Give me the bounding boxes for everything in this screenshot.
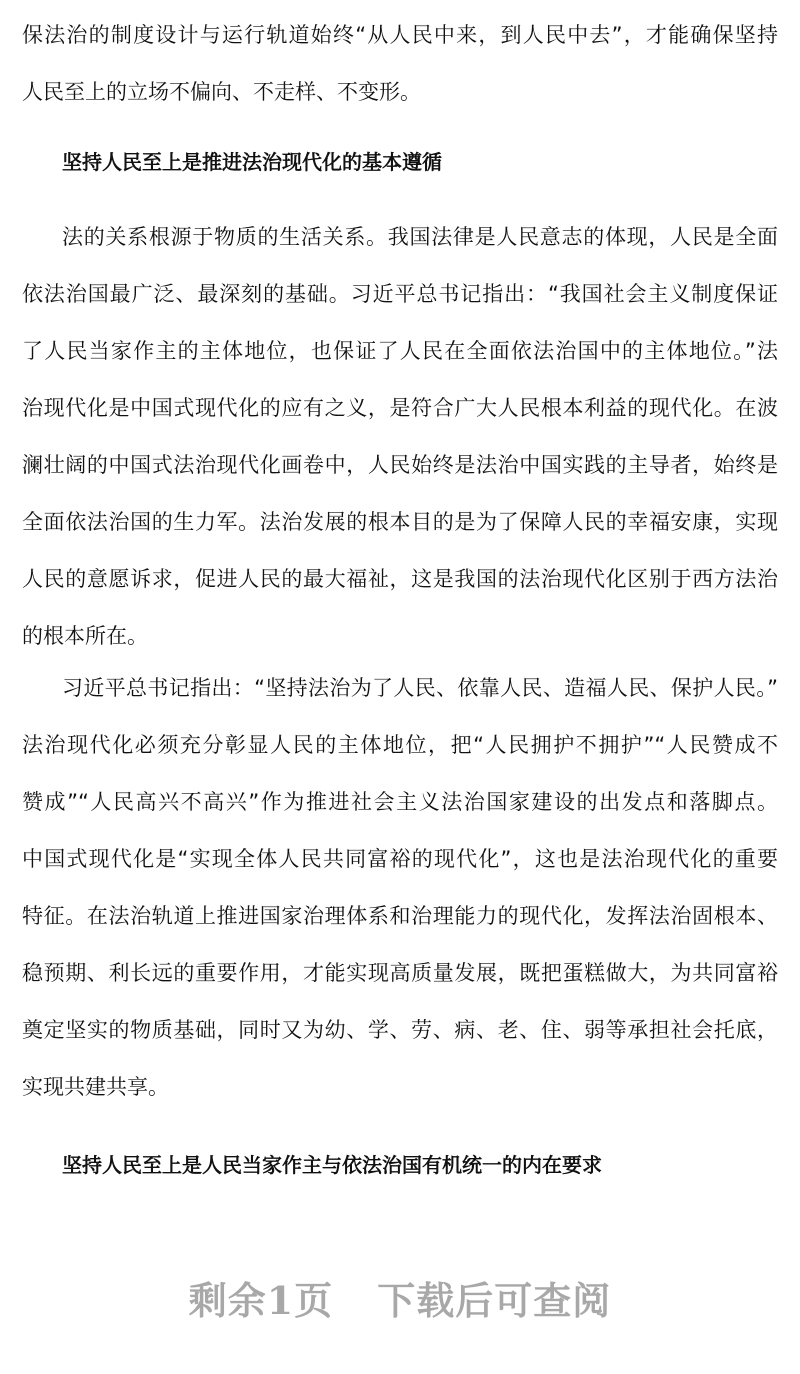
text-line: 中国式现代化是“实现全体人民共同富裕的现代化”，这也是法治现代化的重要 bbox=[22, 847, 778, 871]
paragraph-3 bbox=[22, 660, 778, 1116]
text-line: 实现共建共享。 bbox=[22, 1075, 169, 1099]
text-line: 依法治国最广泛、最深刻的基础。习近平总书记指出：“我国社会主义制度保证 bbox=[22, 282, 778, 306]
text-line: 人民至上的立场不偏向、不走样、不变形。 bbox=[22, 80, 421, 104]
remaining-pages-label: 剩余1页 bbox=[188, 1278, 334, 1323]
text-line: 法治现代化必须充分彰显人民的主体地位，把“人民拥护不拥护”“人民赞成不 bbox=[22, 733, 778, 757]
text-line: 稳预期、利长远的重要作用，才能实现高质量发展，既把蛋糕做大，为共同富裕 bbox=[22, 961, 778, 985]
download-hint-label[interactable]: 下载后可查阅 bbox=[377, 1278, 612, 1323]
text-line: 治现代化是中国式现代化的应有之义，是符合广大人民根本利益的现代化。在波 bbox=[22, 396, 778, 420]
paragraph-2 bbox=[22, 209, 778, 665]
text-line: 的根本所在。 bbox=[22, 624, 148, 648]
text-line: 了人民当家作主的主体地位，也保证了人民在全面依法治国中的主体地位。”法 bbox=[22, 339, 778, 363]
download-prompt[interactable] bbox=[0, 1270, 800, 1325]
paragraph-1 bbox=[22, 7, 778, 121]
text-line: 特征。在法治轨道上推进国家治理体系和治理能力的现代化，发挥法治固根本、 bbox=[22, 904, 778, 928]
text-line: 法的关系根源于物质的生活关系。我国法律是人民意志的体现，人民是全面 bbox=[62, 225, 778, 249]
text-line: 全面依法治国的生力军。法治发展的根本目的是为了保障人民的幸福安康，实现 bbox=[22, 510, 778, 534]
section-heading-2: 坚持人民至上是人民当家作主与依法治国有机统一的内在要求 bbox=[62, 1153, 602, 1177]
text-line: 保法治的制度设计与运行轨道始终“从人民中来，到人民中去”，才能确保坚持 bbox=[22, 23, 778, 47]
text-line: 习近平总书记指出：“坚持法治为了人民、依靠人民、造福人民、保护人民。” bbox=[62, 676, 778, 700]
text-line: 奠定坚实的物质基础，同时又为幼、学、劳、病、老、住、弱等承担社会托底， bbox=[22, 1018, 778, 1042]
text-line: 赞成”“人民高兴不高兴”作为推进社会主义法治国家建设的出发点和落脚点。 bbox=[22, 790, 778, 814]
text-line: 澜壮阔的中国式法治现代化画卷中，人民始终是法治中国实践的主导者，始终是 bbox=[22, 453, 778, 477]
section-heading-1: 坚持人民至上是推进法治现代化的基本遵循 bbox=[62, 150, 442, 174]
text-line: 人民的意愿诉求，促进人民的最大福祉，这是我国的法治现代化区别于西方法治 bbox=[22, 567, 778, 591]
